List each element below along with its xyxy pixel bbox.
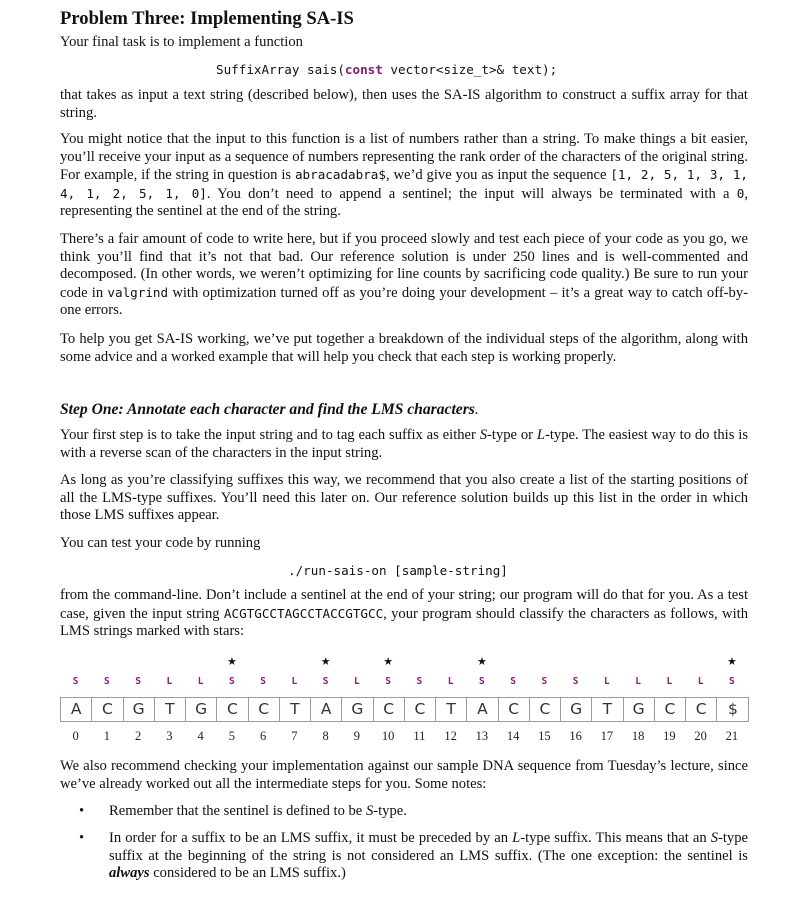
character-cell: C xyxy=(655,698,686,721)
step-one-heading-period: . xyxy=(474,401,479,418)
character-cell: C xyxy=(217,698,248,721)
note-text xyxy=(109,803,748,821)
character-cell: C xyxy=(92,698,123,721)
l-type-label: L xyxy=(536,427,546,443)
example-sequence: [1, 2, 5, 1, 3, 1, 4, 1, 2, 5, 1, 0] xyxy=(60,167,748,201)
note1-s-type: S xyxy=(365,803,374,819)
step1-p4-b: , your program should classify the characters as follows, with LMS strings marked with stars: xyxy=(60,605,748,640)
suffix-type-label: L xyxy=(635,676,641,687)
character-cell: G xyxy=(186,698,217,721)
para2-text-a: You might notice that the input to this function is a list of numbers rather than a string. To make things a bit easier, you’ll receive your input as a sequence of numbers representing the rank order of the characters of the original string. For example, if the string in question is xyxy=(60,131,748,184)
index-label: 15 xyxy=(538,729,551,743)
bullet-icon: • xyxy=(79,803,85,819)
index-label: 7 xyxy=(291,729,298,743)
suffix-type-diagram xyxy=(60,656,748,746)
note2-always: always xyxy=(109,865,150,882)
suffix-type-label: S xyxy=(322,676,329,687)
character-cell: C xyxy=(686,698,717,721)
suffix-type-label: S xyxy=(541,676,548,687)
step-one-heading xyxy=(60,400,479,420)
suffix-type-label: S xyxy=(572,676,579,687)
suffix-type-label: S xyxy=(72,676,79,687)
character-cell: A xyxy=(311,698,342,721)
index-label: 19 xyxy=(663,729,676,743)
valgrind-code: valgrind xyxy=(107,284,169,300)
index-label: 16 xyxy=(569,729,582,743)
lms-star-icon: ★ xyxy=(383,656,394,668)
suffix-type-label: L xyxy=(354,676,360,687)
suffix-type-label: S xyxy=(416,676,423,687)
test-case-paragraph xyxy=(60,587,748,641)
test-command: ./run-sais-on [sample-string] xyxy=(288,563,508,578)
index-label: 2 xyxy=(135,729,142,743)
page-title: Problem Three: Implementing SA-IS xyxy=(60,8,354,29)
signature-return: SuffixArray sais( xyxy=(216,62,345,77)
breakdown-paragraph: To help you get SA-IS working, we’ve put together a breakdown of the individual steps of the algorithm, along with some advice and a worked example that will help you check that each step is working properly. xyxy=(60,331,748,365)
character-cell: C xyxy=(374,698,405,721)
suffix-type-label: S xyxy=(510,676,516,687)
signature-const-keyword: const xyxy=(344,62,383,77)
character-cell: T xyxy=(280,698,311,721)
character-cell: G xyxy=(124,698,155,721)
suffix-type-label: S xyxy=(729,676,735,687)
signature-rest: vector<size_t>& text); xyxy=(382,62,558,77)
step1-p1-a: Your first step is to take the input string and to tag each suffix as either xyxy=(60,427,480,443)
note-text xyxy=(109,830,748,883)
lms-star-icon: ★ xyxy=(320,656,331,668)
character-cell: T xyxy=(592,698,623,721)
intro-after: that takes as input a text string (described below), then uses the SA-IS algorithm to construct a suffix array for that string. xyxy=(60,87,748,121)
step-one-heading-text: Step One: Annotate each character and find the LMS characters xyxy=(60,401,475,418)
index-label: 9 xyxy=(353,729,360,743)
para3-text-a: There’s a fair amount of code to write here, but if you proceed slowly and test each piece of your code as you go, we think you’ll find that it’s not that bad. Our reference solution is under 250 lines and is well-commented and decomposed. (In other words, we weren’t optimizing for line counts by sacrificing code quality.) Be sure to run your code in xyxy=(60,231,748,301)
index-label: 12 xyxy=(444,729,457,743)
index-label: 5 xyxy=(228,729,235,743)
character-cell: $ xyxy=(727,700,738,718)
suffix-type-label: L xyxy=(666,676,673,687)
character-cell: G xyxy=(624,698,655,721)
index-label: 11 xyxy=(413,729,426,743)
step1-p1-b: -type or xyxy=(487,427,537,443)
para2-text-c: . You don’t need to append a sentinel; the input will always be terminated with a xyxy=(206,185,737,202)
character-cell: A xyxy=(467,698,498,721)
suffix-type-label: L xyxy=(447,676,454,687)
index-label: 1 xyxy=(103,729,110,743)
character-cell: T xyxy=(155,698,186,721)
index-label: 4 xyxy=(197,729,204,743)
lms-star-icon: ★ xyxy=(226,656,237,668)
character-cell: T xyxy=(436,698,467,721)
character-cell: C xyxy=(249,698,280,721)
para2-text-d: , representing the sentinel at the end of the string. xyxy=(60,185,748,220)
note2-b: -type suffix. This means that an xyxy=(520,830,711,846)
index-label: 8 xyxy=(322,729,329,743)
lms-star-icon: ★ xyxy=(476,656,487,668)
index-label: 17 xyxy=(600,729,614,743)
para2-text-b: , we’d give you as input the sequence xyxy=(385,167,611,184)
character-cell: C xyxy=(499,698,530,721)
suffix-type-label: S xyxy=(135,676,141,687)
note1-a: Remember that the sentinel is defined to be xyxy=(109,803,366,819)
note2-a: In order for a suffix to be an LMS suffix, it must be preceded by an xyxy=(109,830,513,846)
function-signature xyxy=(216,61,557,79)
index-label: 20 xyxy=(694,729,707,743)
intro-lead: Your final task is to implement a function xyxy=(60,34,303,50)
advice-paragraph xyxy=(60,231,748,320)
sentinel-zero: 0 xyxy=(736,185,745,201)
suffix-type-label: L xyxy=(697,676,704,687)
suffix-type-label: S xyxy=(385,676,391,687)
character-cell: C xyxy=(405,698,436,721)
step1-p1-c: -type. The easiest way to do this is with a reverse scan of the characters in the input string. xyxy=(60,427,748,461)
note2-c: -type suffix at the beginning of the string is not considered an LMS suffix. (The one exception: the sentinel is xyxy=(109,830,748,864)
dna-test-string: ACGTGCCTAGCCTACCGTGCC xyxy=(223,605,384,621)
para3-text-b: with optimization turned off as you’re doing your development – it’s a great way to catch off-by-one errors. xyxy=(60,284,748,319)
note2-d: considered to be an LMS suffix.) xyxy=(149,865,346,882)
example-string: abracadabra$ xyxy=(294,167,386,183)
suffix-type-label: S xyxy=(479,676,485,687)
input-format-paragraph xyxy=(60,131,748,221)
step-one-intro xyxy=(60,427,748,462)
lms-star-icon: ★ xyxy=(726,656,737,668)
index-label: 13 xyxy=(475,729,489,743)
suffix-type-label: S xyxy=(229,676,235,687)
lms-list-paragraph: As long as you’re classifying suffixes this way, we recommend that you also create a list of the starting positions of all the LMS-type suffixes. You’ll need this later on. Our reference solution builds up this list in the order in which those LMS suffixes appear. xyxy=(60,472,748,524)
character-cell: C xyxy=(530,698,561,721)
character-cell: G xyxy=(342,698,373,721)
note2-s-type: S xyxy=(710,830,718,846)
s-type-label: S xyxy=(479,427,488,443)
index-label: 10 xyxy=(381,729,395,743)
index-label: 3 xyxy=(166,729,173,743)
index-label: 21 xyxy=(725,729,739,743)
step1-p4-a: from the command-line. Don’t include a sentinel at the end of your string; our program will do that for you. As a test case, given the input string xyxy=(60,587,748,622)
after-diagram-paragraph: We also recommend checking your implementation against our sample DNA sequence from Tuesday’s lecture, since we’ve already worked out all the intermediate steps for you. Some notes: xyxy=(60,758,748,792)
note1-b: -type. xyxy=(373,803,407,819)
character-row xyxy=(60,697,749,722)
index-label: 14 xyxy=(506,729,520,743)
index-label: 0 xyxy=(72,729,79,743)
suffix-type-label: S xyxy=(104,676,110,687)
suffix-type-label: L xyxy=(166,676,173,687)
character-cell: A xyxy=(61,698,92,721)
test-intro: You can test your code by running xyxy=(60,535,261,551)
suffix-type-label: L xyxy=(291,676,298,687)
note2-l-type: L xyxy=(512,830,521,846)
index-label: 18 xyxy=(631,729,645,743)
character-cell: G xyxy=(561,698,592,721)
bullet-icon: • xyxy=(79,830,85,846)
suffix-type-label: L xyxy=(197,676,204,687)
suffix-type-label: L xyxy=(604,676,610,687)
index-label: 6 xyxy=(260,729,267,743)
suffix-type-label: S xyxy=(260,676,266,687)
